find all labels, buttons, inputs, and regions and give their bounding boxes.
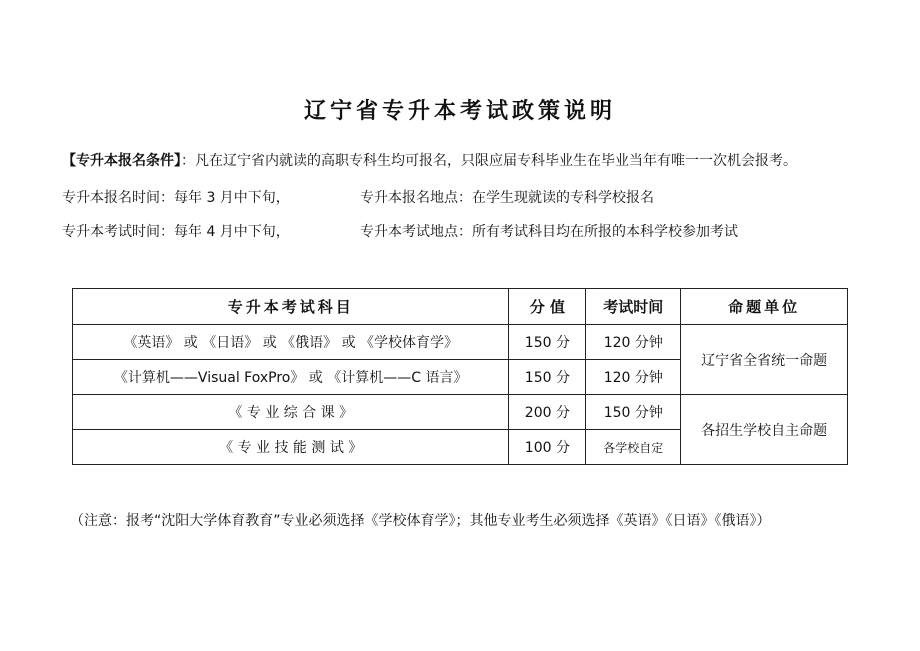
conditions-label: 【专升本报名条件】: [62, 153, 181, 169]
subject-cell: 《计算机——Visual FoxPro》 或 《计算机——C 语言》: [73, 360, 509, 395]
unit-cell: 辽宁省全省统一命题: [681, 325, 848, 395]
exam-time: 专升本考试时间：每年 4 月中下旬，: [62, 224, 290, 240]
table-header-row: [73, 289, 848, 325]
time-cell: 各学校自定: [586, 430, 681, 465]
header-unit: 命题单位: [681, 289, 848, 325]
unit-cell: 各招生学校自主命题: [681, 395, 848, 465]
registration-time: 专升本报名时间：每年 3 月中下旬，: [62, 190, 290, 206]
score-cell: 200 分: [509, 395, 586, 430]
table-row: [73, 395, 848, 430]
table-row: [73, 325, 848, 360]
score-cell: 100 分: [509, 430, 586, 465]
subject-cell: 《 专 业 技 能 测 试 》: [73, 430, 509, 465]
exam-subjects-table: [72, 288, 848, 465]
time-cell: 120 分钟: [586, 325, 681, 360]
subject-cell: 《英语》 或 《日语》 或 《俄语》 或 《学校体育学》: [73, 325, 509, 360]
header-score: 分 值: [509, 289, 586, 325]
exam-location: 专升本考试地点：所有考试科目均在所报的本科学校参加考试: [360, 224, 738, 240]
time-cell: 150 分钟: [586, 395, 681, 430]
registration-conditions: [62, 150, 797, 170]
subject-cell: 《 专 业 综 合 课 》: [73, 395, 509, 430]
registration-location: 专升本报名地点：在学生现就读的专科学校报名: [360, 190, 654, 206]
score-cell: 150 分: [509, 360, 586, 395]
score-cell: 150 分: [509, 325, 586, 360]
header-time: 考试时间: [586, 289, 681, 325]
page-title: 辽宁省专升本考试政策说明: [303, 99, 616, 124]
conditions-text: ：凡在辽宁省内就读的高职专科生均可报名，只限应届专科毕业生在毕业当年有唯一一次机会报考。: [181, 153, 797, 169]
header-subject: 专升本考试科目: [73, 289, 509, 325]
footnote: （注意：报考“沈阳大学体育教育”专业必须选择《学校体育学》；其他专业考生必须选择《英语》《日语》《俄语》）: [70, 513, 771, 529]
time-cell: 120 分钟: [586, 360, 681, 395]
